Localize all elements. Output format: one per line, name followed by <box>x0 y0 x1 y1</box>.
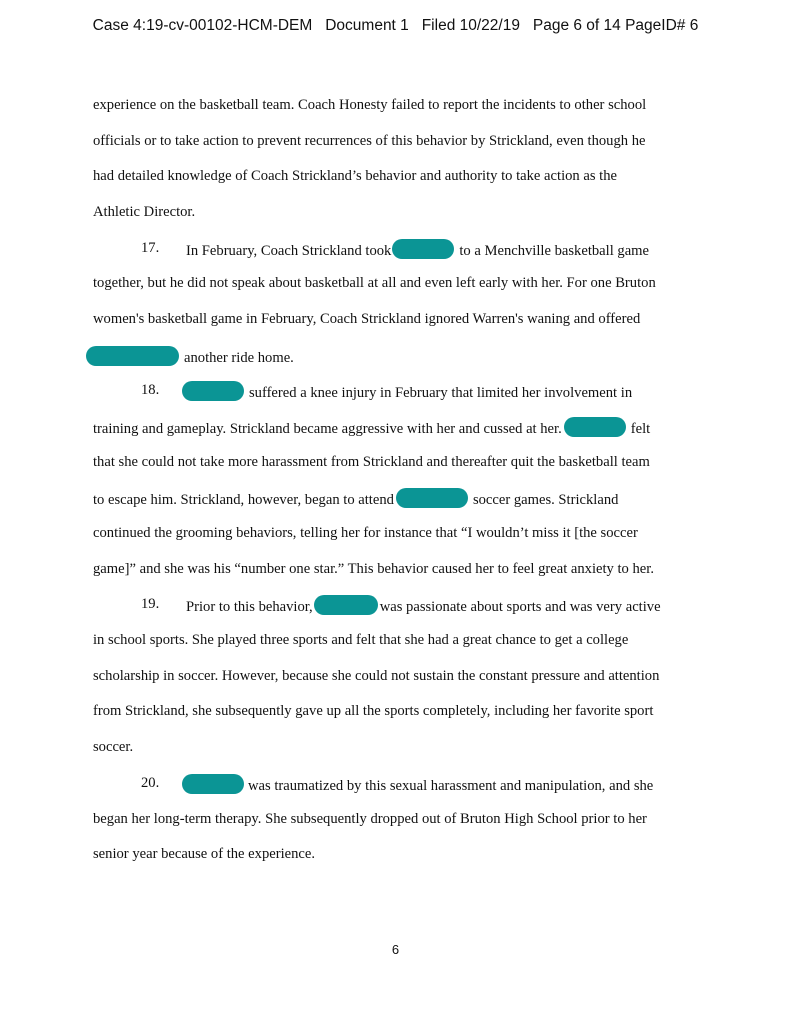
body-line: senior year because of the experience. <box>93 846 316 862</box>
text-segment: was passionate about sports and was very active <box>379 599 661 615</box>
body-line: women's basketball game in February, Coach Strickland ignored Warren's waning and offered <box>93 311 641 327</box>
body-line <box>93 417 650 438</box>
body-line: continued the grooming behaviors, telling her for instance that “I wouldn’t miss it [the soccer <box>93 525 638 541</box>
text-segment: training and gameplay. Strickland became aggressive with her and cussed at her. <box>93 421 562 437</box>
body-line: soccer. <box>93 739 134 755</box>
redaction-mark <box>182 381 244 401</box>
body-line: game]” and she was his “number one star.” This behavior caused her to feel great anxiety to her. <box>93 561 654 577</box>
body-line: from Strickland, she subsequently gave up all the sports completely, including her favorite sport <box>93 703 654 719</box>
paragraph-number: 19. <box>141 596 160 612</box>
redaction-mark <box>86 346 179 366</box>
text-segment: suffered a knee injury in February that limited her involvement in <box>249 385 633 401</box>
body-line <box>182 381 632 402</box>
redaction-mark <box>396 488 468 508</box>
paragraph-number: 20. <box>141 775 160 791</box>
text-segment: soccer games. Strickland <box>472 492 619 508</box>
text-segment: In February, Coach Strickland took <box>186 243 392 259</box>
redaction-mark <box>314 595 378 615</box>
text-segment: another ride home. <box>184 350 294 366</box>
text-segment: Prior to this behavior, <box>186 599 313 615</box>
redaction-mark <box>392 239 454 259</box>
text-segment: felt <box>630 421 651 437</box>
paragraph-number: 18. <box>141 382 160 398</box>
body-line: began her long-term therapy. She subsequently dropped out of Bruton High School prior to her <box>93 811 647 827</box>
text-segment: to a Menchville basketball game <box>459 243 650 259</box>
body-line: Athletic Director. <box>93 204 196 220</box>
body-line: in school sports. She played three sports and felt that she had a great chance to get a college <box>93 632 629 648</box>
body-line <box>182 774 653 795</box>
text-segment: was traumatized by this sexual harassment and manipulation, and she <box>248 778 654 794</box>
paragraph-number: 17. <box>141 240 160 256</box>
body-line: had detailed knowledge of Coach Strickland’s behavior and authority to take action as the <box>93 168 617 184</box>
body-line: officials or to take action to prevent recurrences of this behavior by Strickland, even though he <box>93 133 646 149</box>
page-number: 6 <box>391 942 400 957</box>
body-line: experience on the basketball team. Coach Honesty failed to report the incidents to other school <box>93 97 647 113</box>
body-line <box>186 595 661 616</box>
body-line: scholarship in soccer. However, because she could not sustain the constant pressure and attention <box>93 668 660 684</box>
case-header: Case 4:19-cv-00102-HCM-DEM Document 1 Filed 10/22/19 Page 6 of 14 PageID# 6 <box>92 17 699 34</box>
body-line: that she could not take more harassment from Strickland and thereafter quit the basketball team <box>93 454 650 470</box>
body-line <box>93 488 618 509</box>
body-line <box>186 239 649 260</box>
redaction-mark <box>564 417 626 437</box>
redaction-mark <box>182 774 244 794</box>
text-segment: to escape him. Strickland, however, began to attend <box>93 492 394 508</box>
body-line <box>86 346 294 367</box>
body-line: together, but he did not speak about basketball at all and even left early with her. For one Bruton <box>93 275 656 291</box>
